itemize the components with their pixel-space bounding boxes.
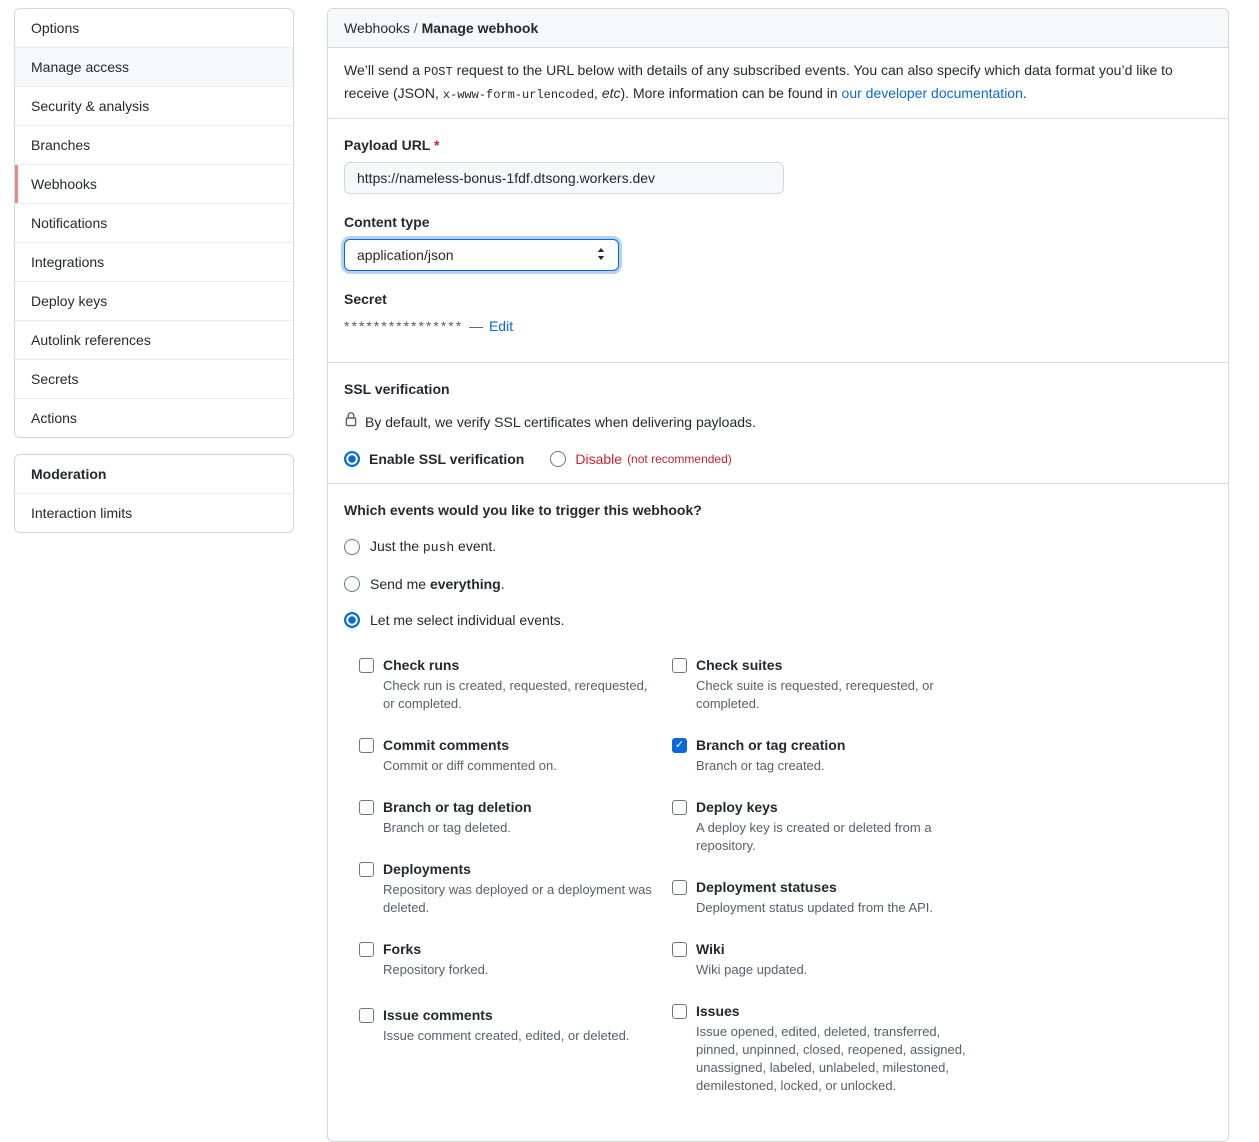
event-label-branch-or-tag-deletion[interactable]: Branch or tag deletion — [383, 799, 532, 815]
checkbox-checked-branch-or-tag-creation[interactable]: ✓ — [672, 738, 687, 753]
event-label-commit-comments[interactable]: Commit comments — [383, 737, 510, 753]
event-label-issues[interactable]: Issues — [696, 1003, 740, 1019]
send-everything-radio[interactable] — [344, 576, 360, 592]
event-item-deploy-keys — [672, 797, 966, 855]
send-everything-radio-row[interactable]: Send me everything. — [344, 574, 1212, 594]
disable-ssl-label: Disable — [575, 451, 623, 467]
event-item-issues — [672, 1001, 966, 1095]
event-label-check-runs[interactable]: Check runs — [383, 657, 460, 673]
event-item-commit-comments — [359, 735, 653, 775]
event-label-wiki[interactable]: Wiki — [696, 941, 725, 957]
secret-separator: — — [469, 318, 484, 334]
event-item-check-suites — [672, 655, 966, 713]
sidebar-item-branches[interactable]: Branches — [15, 125, 293, 164]
event-item-deployment-statuses — [672, 877, 966, 917]
checkbox-issue-comments[interactable] — [359, 1008, 374, 1023]
sidebar-item-options[interactable]: Options — [31, 20, 80, 36]
breadcrumb-webhooks-link[interactable]: Webhooks — [344, 20, 410, 36]
event-label-deployments[interactable]: Deployments — [383, 861, 471, 877]
events-section — [328, 484, 1228, 1141]
content-type-select[interactable] — [344, 239, 619, 271]
urlencoded-code: x-www-form-urlencoded — [442, 88, 595, 102]
event-description: Wiki page updated. — [696, 962, 808, 977]
sidebar-item-deploy-keys[interactable]: Deploy keys — [15, 281, 293, 320]
event-description: Check suite is requested, rerequested, or completed. — [696, 678, 934, 711]
lock-icon — [344, 411, 358, 433]
disable-ssl-note: (not recommended) — [627, 452, 732, 466]
disable-ssl-radio-row[interactable] — [550, 451, 731, 467]
enable-ssl-radio-row[interactable] — [344, 451, 524, 467]
disable-ssl-radio[interactable] — [550, 451, 566, 467]
event-item-branch-or-tag-creation — [672, 735, 966, 775]
webhook-intro-section — [328, 48, 1228, 119]
settings-menu — [14, 8, 294, 438]
ssl-note-text: By default, we verify SSL certificates when delivering payloads. — [365, 414, 756, 430]
content-type-label: Content type — [344, 214, 430, 230]
sidebar-item-actions[interactable]: Actions — [15, 398, 293, 437]
event-label-branch-or-tag-creation[interactable]: Branch or tag creation — [696, 737, 846, 753]
payload-url-label: Payload URL * — [344, 137, 440, 153]
event-item-wiki — [672, 939, 966, 979]
intro-text: We’ll send a POST request to the URL below with details of any subscribed events. You can also specify which data format you’d like to receive (JSON, x-www-form-urlencoded, etc). More information can be found in our developer documentation. — [344, 62, 1173, 102]
post-code: POST — [423, 65, 453, 79]
payload-url-input[interactable] — [344, 162, 784, 194]
push-code: push — [422, 540, 455, 555]
enable-ssl-radio[interactable] — [344, 451, 360, 467]
checkbox-commit-comments[interactable] — [359, 738, 374, 753]
event-item-issue-comments — [359, 1005, 653, 1045]
settings-sidebar — [14, 8, 294, 549]
checkbox-deployments[interactable] — [359, 862, 374, 877]
sidebar-item-security-analysis[interactable]: Security & analysis — [15, 86, 293, 125]
sidebar-item-manage-access[interactable]: Manage access — [15, 47, 293, 86]
secret-masked-value: **************** — [344, 318, 464, 334]
checkbox-issues[interactable] — [672, 1004, 687, 1019]
event-description: Repository forked. — [383, 962, 489, 977]
event-label-deploy-keys[interactable]: Deploy keys — [696, 799, 778, 815]
sidebar-item-secrets[interactable]: Secrets — [15, 359, 293, 398]
select-individual-radio-row[interactable]: Let me select individual events. — [344, 610, 1212, 630]
event-item-forks — [359, 939, 653, 979]
sidebar-item-interaction-limits[interactable]: Interaction limits — [15, 493, 293, 532]
checkbox-deploy-keys[interactable] — [672, 800, 687, 815]
event-description: Deployment status updated from the API. — [696, 900, 934, 915]
event-description: Check run is created, requested, rerequested, or completed. — [383, 678, 648, 711]
ssl-heading: SSL verification — [344, 381, 450, 397]
events-column-right — [672, 655, 966, 1117]
sidebar-item-integrations[interactable]: Integrations — [15, 242, 293, 281]
developer-documentation-link[interactable]: our developer documentation — [841, 85, 1023, 101]
event-description: Issue comment created, edited, or deleted. — [383, 1028, 630, 1043]
just-push-radio[interactable] — [344, 539, 360, 555]
event-label-check-suites[interactable]: Check suites — [696, 657, 783, 673]
sidebar-item-notifications[interactable]: Notifications — [15, 203, 293, 242]
breadcrumb-separator: / — [413, 20, 418, 36]
event-item-check-runs — [359, 655, 653, 713]
checkbox-check-runs[interactable] — [359, 658, 374, 673]
breadcrumb-current-page: Manage webhook — [421, 20, 539, 36]
events-column-left — [359, 655, 653, 1117]
content-type-selected-value: application/json — [357, 247, 454, 263]
event-item-deployments — [359, 859, 653, 917]
checkbox-branch-or-tag-deletion[interactable] — [359, 800, 374, 815]
checkbox-wiki[interactable] — [672, 942, 687, 957]
event-label-forks[interactable]: Forks — [383, 941, 422, 957]
select-caret-icon — [596, 247, 606, 264]
moderation-menu — [14, 454, 294, 533]
checkbox-deployment-statuses[interactable] — [672, 880, 687, 895]
required-asterisk: * — [434, 137, 440, 153]
event-description: A deploy key is created or deleted from a repository. — [696, 820, 932, 853]
event-description: Commit or diff commented on. — [383, 758, 557, 773]
events-grid — [359, 655, 1212, 1117]
event-description: Issue opened, edited, deleted, transferred, pinned, unpinned, closed, reopened, assigned, unassigned, labeled, unlabeled, milestoned, demilestoned, locked, or unlocked. — [696, 1024, 966, 1093]
just-push-radio-row[interactable]: Just the push event. — [344, 536, 1212, 558]
manage-webhook-panel — [327, 8, 1229, 1142]
select-individual-radio[interactable] — [344, 612, 360, 628]
sidebar-item-webhooks[interactable]: Webhooks — [15, 164, 293, 203]
moderation-header: Moderation — [31, 466, 107, 482]
webhook-form-section — [328, 119, 1228, 363]
events-question: Which events would you like to trigger this webhook? — [344, 502, 702, 518]
sidebar-item-autolink-references[interactable]: Autolink references — [15, 320, 293, 359]
secret-edit-link[interactable]: Edit — [488, 318, 514, 334]
enable-ssl-label: Enable SSL verification — [369, 451, 525, 467]
event-description: Branch or tag deleted. — [383, 820, 511, 835]
secret-label: Secret — [344, 291, 387, 307]
event-label-issue-comments[interactable]: Issue comments — [383, 1007, 493, 1023]
event-description: Repository was deployed or a deployment was deleted. — [383, 882, 652, 915]
event-description: Branch or tag created. — [696, 758, 825, 773]
checkbox-forks[interactable] — [359, 942, 374, 957]
ssl-verification-section — [328, 363, 1228, 484]
event-label-deployment-statuses[interactable]: Deployment statuses — [696, 879, 837, 895]
event-item-branch-or-tag-deletion — [359, 797, 653, 837]
checkbox-check-suites[interactable] — [672, 658, 687, 673]
breadcrumb — [328, 9, 1228, 48]
